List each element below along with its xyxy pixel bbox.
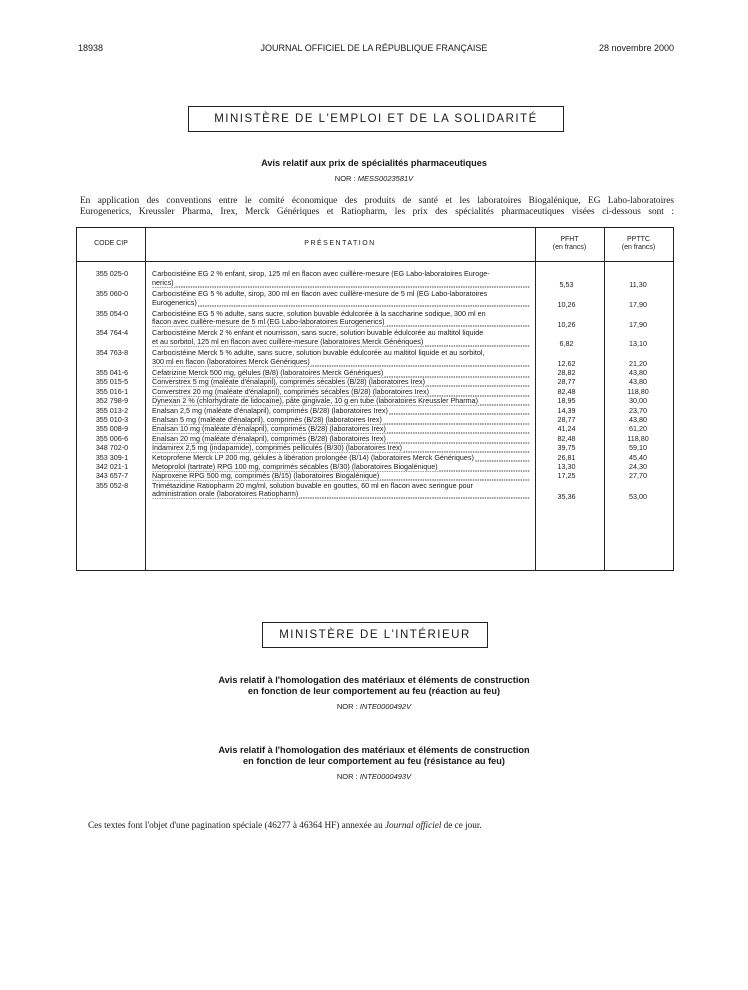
presentation-text (152, 472, 530, 481)
nor-line-1 (0, 174, 748, 183)
presentation-text (152, 425, 530, 434)
cip-code: 355 052-8 (95, 480, 129, 490)
pfttc-value: 17,90 (629, 319, 647, 329)
ministry-interieur-box (262, 622, 488, 648)
avis-reaction-line: en fonction de leur comportement au feu (réaction au feu) (247, 686, 501, 696)
table-row (77, 454, 673, 463)
nor-reference: MESS0023581V (357, 174, 414, 183)
pfttc-value: 45,40 (629, 452, 647, 462)
cip-code: 355 010-3 (95, 414, 129, 424)
presentation-line: nerics) (152, 278, 174, 287)
cip-code: 355 054-0 (95, 308, 129, 318)
presentation-line: Carbocistéine Merck 5 % adulte, sans sucre, solution buvable édulcorée au maltitol liquide et au sorbitol, (152, 348, 485, 358)
presentation-line: Carbocistéine EG 2 % enfant, sirop, 125 ml en flacon avec cuillère-mesure (EG Labo-laboratoires Euroge- (152, 269, 490, 278)
presentation-line: administration orale (laboratoires Ratiopharm) (152, 490, 299, 499)
cip-code: 343 657-7 (95, 471, 129, 481)
pfht-value: 10,26 (557, 319, 576, 329)
pfttc-value: 21,20 (629, 359, 647, 369)
cip-code: 342 021-1 (95, 461, 129, 471)
ministry-emploi-box (188, 106, 564, 132)
pfht-value: 10,26 (557, 299, 576, 309)
presentation-line: Naproxene RPG 500 mg, comprimés (B/15) (laboratoires Biogalénique) (152, 472, 380, 481)
presentation-text (152, 388, 530, 397)
presentation-line: flacon avec cuillère-mesure de 5 ml (EG Labo-laboratoires Eurogenerics) (152, 318, 385, 327)
pfht-value: 14,39 (557, 405, 576, 415)
table-row (77, 463, 673, 472)
col-header-pfttc (604, 236, 673, 252)
presentation-text (152, 290, 530, 308)
pfht-value: 82,48 (557, 386, 576, 396)
page-number: 18938 (78, 43, 104, 53)
pfht-value: 5,53 (559, 280, 574, 289)
pfttc-value: 11,30 (629, 280, 647, 289)
presentation-line: Dynexan 2 % (chlorhydrate de lidocaïne), pâte gingivale, 10 g en tube (laboratoires Kreussler Pharma) (152, 397, 479, 406)
cip-code: 352 798-9 (95, 396, 129, 406)
pfttc-value: 61,20 (629, 424, 647, 434)
cip-code: 355 008-9 (95, 424, 129, 434)
journal-title: JOURNAL OFFICIEL DE LA RÉPUBLIQUE FRANÇAISE (260, 43, 488, 53)
cip-code: 355 060-0 (95, 288, 129, 298)
presentation-line: Cefatrizine Merck 500 mg, gélules (B/8) (laboratoires Merck Génériques) (152, 368, 384, 377)
intro-paragraph (80, 196, 674, 218)
pfht-label: PFHT (560, 236, 579, 243)
presentation-line: Ketoprofene Merck LP 200 mg, gélules à libération prolongée (B/14) (laboratoires Merck Génériques) (152, 453, 474, 462)
ministry-emploi-title: MINISTÈRE DE L'EMPLOI ET DE LA SOLIDARITÉ (214, 113, 538, 125)
presentation-text (152, 444, 530, 453)
table-row (77, 416, 673, 425)
nor-reference: INTE0000493V (359, 772, 412, 781)
pfttc-value: 17,90 (629, 299, 647, 309)
cip-code: 355 041-6 (95, 367, 129, 377)
table-row (77, 349, 673, 369)
table-row (77, 329, 673, 349)
nor-reference: INTE0000492V (359, 702, 412, 711)
avis-reaction-title (0, 675, 748, 697)
cip-code: 355 006-6 (95, 433, 129, 443)
pfttc-value: 30,00 (629, 396, 647, 406)
presentation-line: Enalsan 2,5 mg (maléate d'énalapril), comprimés (B/28) (laboratoires Irex) (152, 406, 388, 415)
cip-code: 354 764-4 (95, 328, 129, 338)
pfttc-value: 23,70 (629, 405, 647, 415)
presentation-text (152, 407, 530, 416)
nor-line-2 (0, 702, 748, 711)
avis-reaction-line: Avis relatif à l'homologation des matériaux et éléments de construction (218, 675, 530, 685)
issue-date: 28 novembre 2000 (598, 43, 674, 53)
presentation-line: Enalsan 20 mg (maléate d'énalapril), comprimés (B/28) (laboratoires Irex) (152, 434, 386, 443)
presentation-line: Carbocistéine EG 5 % adulte, sans sucre, solution buvable édulcorée à la saccharine sodique, 300 ml en (152, 308, 486, 318)
table-row (77, 310, 673, 330)
nor-label: NOR : (334, 174, 356, 183)
presentation-line: Enalsan 10 mg (maléate d'énalapril), comprimés (B/28) (laboratoires Irex) (152, 425, 386, 434)
avis-resistance-line: en fonction de leur comportement au feu (résistance au feu) (243, 756, 505, 766)
presentation-text (152, 463, 530, 472)
closing-paragraph (88, 820, 482, 830)
pfht-value: 6,82 (559, 339, 574, 349)
closing-text-end: de ce jour. (441, 820, 482, 830)
cip-code: 353 309-1 (95, 452, 129, 462)
table-row (77, 388, 673, 397)
table-body (77, 270, 673, 501)
avis-prix-title: Avis relatif aux prix de spécialités pharmaceutiques (261, 158, 487, 168)
table-row (77, 435, 673, 444)
pfttc-value: 43,80 (629, 367, 647, 377)
presentation-text (152, 329, 530, 347)
table-row (77, 425, 673, 434)
col-header-pfht (535, 236, 604, 252)
cip-code: 355 013-2 (95, 405, 129, 415)
pfht-value: 26,81 (557, 452, 576, 462)
presentation-line: 300 ml en flacon (laboratoires Merck Génériques) (152, 357, 310, 366)
col-header-code: CODE CIP (94, 240, 128, 247)
presentation-line: Converstrex 20 mg (maléate d'énalapril), comprimés sécables (B/28) (laboratoires Irex) (152, 387, 429, 396)
pfttc-value: 43,80 (629, 377, 647, 387)
pfht-value: 41,24 (557, 424, 576, 434)
table-row (77, 397, 673, 406)
table-row (77, 378, 673, 387)
pfttc-value: 24,30 (629, 461, 647, 471)
presentation-text (152, 310, 530, 328)
presentation-line: Indamirex 2,5 mg (indapamide), comprimés pelliculés (B/30) (laboratoires Irex) (152, 444, 403, 453)
pfttc-value: 27,70 (629, 471, 647, 481)
pfttc-label: PPTTC (627, 236, 650, 243)
pfttc-value: 43,80 (629, 414, 647, 424)
table-row (77, 270, 673, 290)
table-row (77, 290, 673, 310)
nor-label: NOR : (336, 702, 358, 711)
pfttc-value: 59,10 (629, 443, 647, 453)
presentation-line: Carbocistéine EG 5 % adulte, sirop, 300 ml en flacon avec cuillère-mesure de 5 ml (EG Labo-laboratoires (152, 288, 488, 298)
closing-journal-name: Journal officiel (384, 820, 442, 830)
cip-code: 355 025-0 (95, 269, 129, 278)
pfttc-unit: (en francs) (621, 244, 656, 251)
pfht-value: 35,36 (557, 491, 576, 501)
closing-text: Ces textes font l'objet d'une pagination spéciale (46277 à 46364 HF) annexée au (88, 820, 385, 830)
nor-label: NOR : (336, 772, 358, 781)
presentation-text (152, 435, 530, 444)
nor-line-3 (0, 772, 748, 781)
cip-code: 355 015-5 (95, 377, 129, 387)
avis-resistance-title (0, 745, 748, 767)
pfttc-value: 118,80 (627, 433, 649, 443)
presentation-line: Eurogenerics) (152, 298, 197, 307)
table-row (77, 407, 673, 416)
cip-code: 348 702-0 (95, 443, 129, 453)
presentation-line: Trimétazidine Ratiopharm 20 mg/ml, solution buvable en gouttes, 60 ml en flacon avec seringue pour (152, 480, 473, 490)
col-header-presentation: PRÉSENTATION (304, 240, 376, 247)
avis-resistance-line: Avis relatif à l'homologation des matériaux et éléments de construction (218, 745, 530, 755)
pfht-value: 12,62 (557, 359, 576, 369)
presentation-text (152, 397, 530, 406)
presentation-line: et au sorbitol, 125 ml en flacon avec cuillère-mesure (laboratoires Merck Génériques) (152, 338, 424, 347)
presentation-line: Enalsan 5 mg (maléate d'énalapril), comprimés (B/28) (laboratoires Irex) (152, 415, 382, 424)
intro-line: En application des conventions entre le comité économique des produits de santé et les laboratoires Biogalénique, EG Labo-laboratoires (80, 196, 674, 206)
pfht-unit: (en francs) (552, 244, 587, 251)
presentation-text (152, 369, 530, 378)
intro-line: Eurogenerics, Kreussler Pharma, Irex, Merck Génériques et Ratiopharm, les prix des spécialités pharmaceutiques visées ci-dessous sont : (80, 207, 674, 217)
ministry-interieur-title: MINISTÈRE DE L'INTÉRIEUR (279, 629, 471, 641)
table-row (77, 444, 673, 453)
pfttc-value: 118,80 (627, 386, 649, 396)
pfht-value: 28,77 (557, 414, 576, 424)
presentation-text (152, 416, 530, 425)
pfttc-value: 13,10 (629, 339, 647, 349)
table-row (77, 369, 673, 378)
pfttc-value: 53,00 (629, 491, 647, 501)
presentation-line: Converstrex 5 mg (maléate d'énalapril), comprimés sécables (B/28) (laboratoires Irex) (152, 378, 426, 387)
pfht-value: 82,48 (557, 433, 576, 443)
presentation-text (152, 454, 530, 463)
pfht-value: 13,30 (557, 461, 576, 471)
presentation-text (152, 349, 530, 367)
price-table (76, 227, 674, 571)
pfht-value: 28,77 (557, 377, 576, 387)
presentation-line: Carbocistéine Merck 2 % enfant et nourrisson, sans sucre, solution buvable édulcorée au maltitol liquide (152, 328, 484, 338)
pfht-value: 17,25 (557, 471, 576, 481)
pfht-value: 28,82 (557, 367, 576, 377)
cip-code: 355 016-1 (95, 386, 129, 396)
presentation-text (152, 270, 530, 288)
presentation-text (152, 482, 530, 500)
presentation-line: Metoprolol (tartrate) RPG 100 mg, comprimés sécables (B/30) (laboratoires Biogalénique) (152, 462, 438, 471)
cip-code: 354 763-8 (95, 348, 129, 358)
table-row (77, 482, 673, 502)
presentation-text (152, 378, 530, 387)
pfht-value: 18,95 (557, 396, 576, 406)
pfht-value: 39,75 (557, 443, 576, 453)
